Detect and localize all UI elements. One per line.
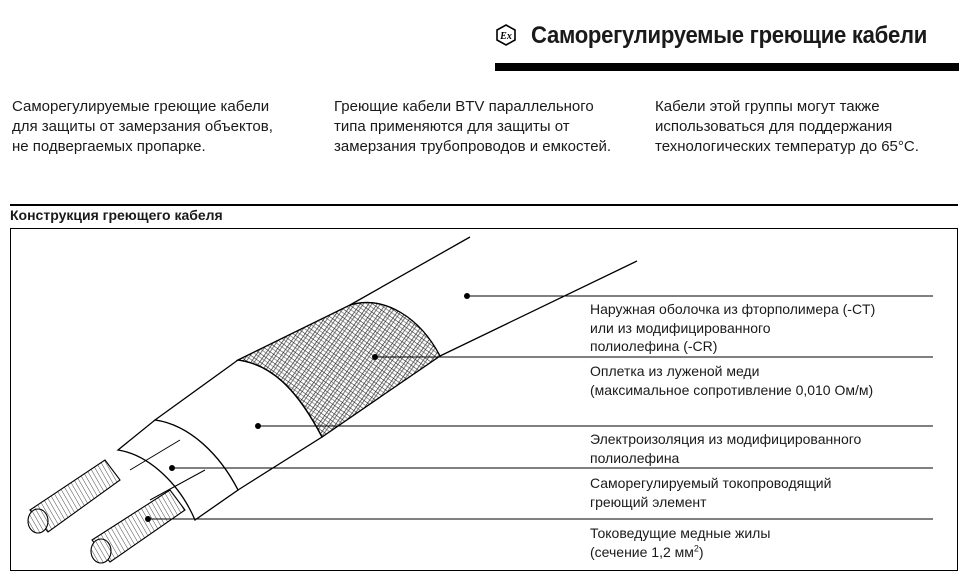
intro-line: для защиты от замерзания объектов, — [12, 118, 273, 135]
section-title: Конструкция греющего кабеля — [10, 207, 223, 223]
label-braid — [590, 362, 873, 399]
svg-text:Ex: Ex — [500, 31, 512, 42]
copper-conductors — [28, 460, 185, 563]
label-line: полиолефина — [590, 449, 680, 466]
intro-line: типа применяются для защиты от — [334, 118, 570, 135]
intro-line: Саморегулируемые греющие кабели — [12, 98, 270, 115]
intro-line: использоваться для поддержания — [655, 118, 893, 135]
label-text: (сечение 1,2 мм — [590, 543, 694, 560]
label-line: Наружная оболочка из фторполимера (-CT) — [590, 301, 876, 317]
intro-line: технологических температур до 65°C. — [655, 138, 919, 155]
label-outer-jacket — [590, 300, 875, 356]
label-line: Оплетка из луженой меди — [590, 363, 760, 379]
label-text: ) — [698, 543, 704, 560]
label-line: (максимальное сопротивление 0,010 Ом/м) — [590, 381, 874, 398]
label-line — [590, 543, 770, 562]
intro-line: Греющие кабели BTV параллельного — [334, 98, 594, 115]
label-line: Токоведущие медные жилы — [590, 525, 771, 541]
intro-line: Кабели этой группы могут также — [655, 98, 880, 115]
label-conductors — [590, 524, 770, 561]
label-line: греющий элемент — [590, 493, 707, 510]
intro-line: не подвергаемых пропарке. — [12, 138, 206, 155]
intro-line: замерзания трубопроводов и емкостей. — [334, 138, 612, 155]
label-line: Электроизоляция из модифицированного — [590, 431, 862, 447]
label-line: или из модифицированного — [590, 319, 771, 336]
label-line: Саморегулируемый токопроводящий — [590, 475, 832, 491]
label-heating-element — [590, 474, 831, 511]
superscript: 2 — [693, 542, 699, 553]
label-line: полиолефина (-CR) — [590, 338, 718, 354]
page-title: Саморегулируемые греющие кабели — [531, 22, 928, 49]
label-insulation — [590, 430, 861, 467]
